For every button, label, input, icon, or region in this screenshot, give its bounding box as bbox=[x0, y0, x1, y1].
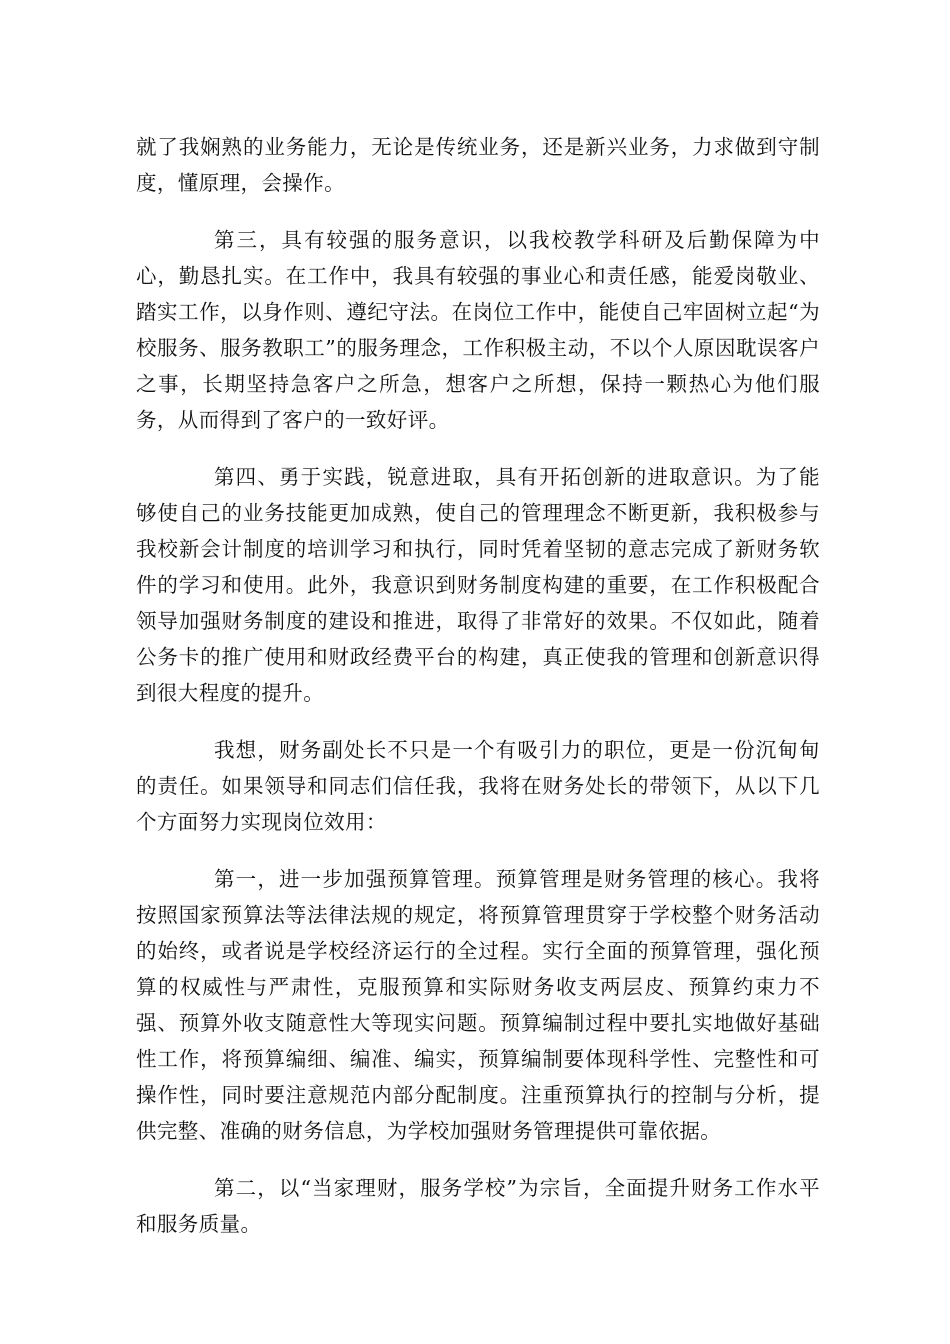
paragraph-first-budget-management: 第一，进一步加强预算管理。预算管理是财务管理的核心。我将按照国家预算法等法律法规的规定，将预算管理贯穿于学校整个财务活动的始终，或者说是学校经济运行的全过程。实行全面的预算管理，强化预算的权威性与严肃性，克服预算和实际财务收支两层皮、预算约束力不强、预算外收支随意性大等现实问题。预算编制过程中要扎实地做好基础性工作，将预算编细、编准、编实，预算编制要体现科学性、完整性和可操作性，同时要注意规范内部分配制度。注重预算执行的控制与分析，提供完整、准确的财务信息，为学校加强财务管理提供可靠依据。 bbox=[136, 867, 820, 1143]
document-body bbox=[136, 129, 820, 1263]
paragraph-position-responsibility: 我想，财务副处长不只是一个有吸引力的职位，更是一份沉甸甸的责任。如果领导和同志们信任我，我将在财务处长的带领下，从以下几个方面努力实现岗位效用： bbox=[136, 738, 820, 834]
paragraph-continuation: 就了我娴熟的业务能力，无论是传统业务，还是新兴业务，力求做到守制度，懂原理，会操作。 bbox=[136, 135, 820, 195]
paragraph-third-service-awareness: 第三，具有较强的服务意识，以我校教学科研及后勤保障为中心，勤恳扎实。在工作中，我具有较强的事业心和责任感，能爱岗敬业、踏实工作，以身作则、遵纪守法。在岗位工作中，能使自己牢固树立起“为校服务、服务教职工”的服务理念，工作积极主动，不以个人原因耽误客户之事，长期坚持急客户之所急，想客户之所想，保持一颗热心为他们服务，从而得到了客户的一致好评。 bbox=[136, 228, 820, 432]
paragraph-second-service-quality: 第二，以“当家理财，服务学校”为宗旨，全面提升财务工作水平和服务质量。 bbox=[136, 1176, 820, 1236]
paragraph-fourth-innovation: 第四、勇于实践，锐意进取，具有开拓创新的进取意识。为了能够使自己的业务技能更加成熟，使自己的管理理念不断更新，我积极参与我校新会计制度的培训学习和执行，同时凭着坚韧的意志完成了新财务软件的学习和使用。此外，我意识到财务制度构建的重要，在工作积极配合领导加强财务制度的建设和推进，取得了非常好的效果。不仅如此，随着公务卡的推广使用和财政经费平台的构建，真正使我的管理和创新意识得到很大程度的提升。 bbox=[136, 465, 820, 705]
